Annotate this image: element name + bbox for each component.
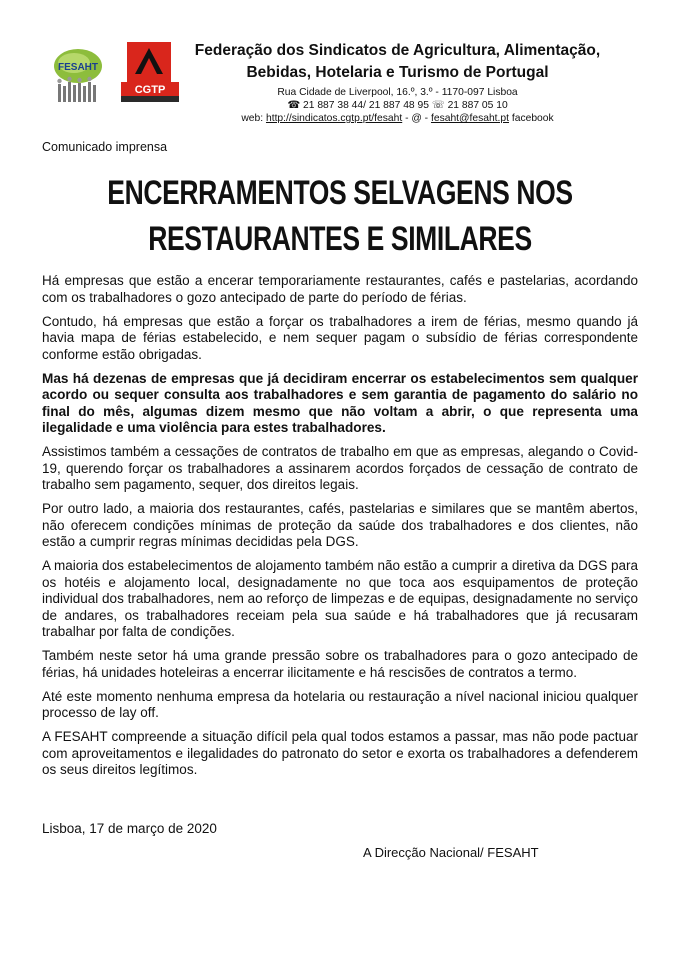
- document-date: Lisboa, 17 de março de 2020: [42, 821, 217, 836]
- contact-block: [225, 86, 570, 125]
- paragraph: A FESAHT compreende a situação difícil pela qual todos estamos a passar, mas não pode pactuar com aproveitamentos e ilegalidades do patronato do setor e exorta os trabalhadores a defenderem os seus direitos legítimos.: [42, 729, 638, 777]
- phone-numbers: ☎ 21 887 38 44/ 21 887 48 95 ☏ 21 887 05 10: [287, 100, 508, 111]
- website-link[interactable]: http://sindicatos.cgtp.pt/fesaht: [265, 113, 403, 124]
- org-name-line-2: Bebidas, Hotelaria e Turismo de Portugal: [246, 64, 549, 81]
- fesaht-logo: [52, 46, 104, 108]
- paragraph: Também neste setor há uma grande pressão sobre os trabalhadores para o gozo antecipado de férias, há unidades hoteleiras a encerrar ilicitamente e há rescisões de contratos a termo.: [42, 648, 638, 680]
- body-text: [42, 273, 638, 786]
- headline-line-2: RESTAURANTES E SIMILARES: [148, 220, 532, 258]
- cgtp-logo: [121, 42, 179, 106]
- paragraph: Assistimos também a cessações de contratos de trabalho em que as empresas, alegando o Covid-19, querendo forçar os trabalhadores a assinarem acordos forçados de cessação de contrato de trabalho sem pagamento, sequer, dos direitos legais.: [42, 444, 638, 492]
- web-contacts: [225, 112, 570, 125]
- web-label: web:: [241, 113, 264, 124]
- cgtp-logo-text: CGTP: [134, 84, 166, 96]
- paragraph: Por outro lado, a maioria dos restaurantes, cafés, pastelarias e similares que se mantêm abertos, não oferecem condições mínimas de proteção da saúde dos trabalhadores e dos clientes, não estão a cumprir regras mínimas decididas pela DGS.: [42, 501, 638, 549]
- paragraph: Há empresas que estão a encerar temporariamente restaurantes, cafés e pastelarias, acordando com os trabalhadores o gozo antecipado de parte do período de férias.: [42, 273, 638, 305]
- paragraph: Contudo, há empresas que estão a forçar os trabalhadores a irem de férias, mesmo quando já havia mapa de férias estabelecido, e nem sequer pagam o subsídio de férias correspondente conforme estão obrigadas.: [42, 313, 638, 362]
- headline: [106, 170, 574, 262]
- postal-address: Rua Cidade de Liverpool, 16.º, 3.º - 1170-097 Lisboa: [277, 87, 518, 98]
- paragraph-emphasis: Mas há dezenas de empresas que já decidiram encerrar os estabelecimentos sem qualquer acordo ou sequer consulta aos trabalhadores e sem garantia de pagamento do salário no final do mês, algumas dizem mesmo que não voltam a abrir, o que representa uma ilegalidade e uma violência para estes trabalhadores.: [42, 370, 638, 435]
- email-link[interactable]: fesaht@fesaht.pt: [430, 113, 509, 124]
- fesaht-logo-text: FESAHT: [58, 62, 98, 73]
- document-kind: Comunicado imprensa: [42, 140, 168, 154]
- facebook-label: facebook: [509, 113, 554, 124]
- paragraph: A maioria dos estabelecimentos de alojamento também não estão a cumprir a diretiva da DGS para os hotéis e alojamento local, designadamente no que toca aos esquipamentos de proteção individual dos trabalhadores, nem ao reforço de limpezas e de equipas, designadamente no serviço de andares, os trabalhadores receiam pela sua saúde e há trabalhadores que já recusaram trabalhar por falta de condições.: [42, 558, 638, 639]
- paragraph: Até este momento nenhuma empresa da hotelaria ou restauração a nível nacional iniciou qualquer processo de lay off.: [42, 688, 638, 720]
- signature: A Direcção Nacional/ FESAHT: [363, 845, 539, 860]
- headline-line-1: ENCERRAMENTOS SELVAGENS NOS: [107, 174, 573, 212]
- email-separator: - @ -: [402, 113, 431, 124]
- organization-name: [185, 40, 610, 84]
- org-name-line-1: Federação dos Sindicatos de Agricultura, Alimentação,: [194, 42, 601, 59]
